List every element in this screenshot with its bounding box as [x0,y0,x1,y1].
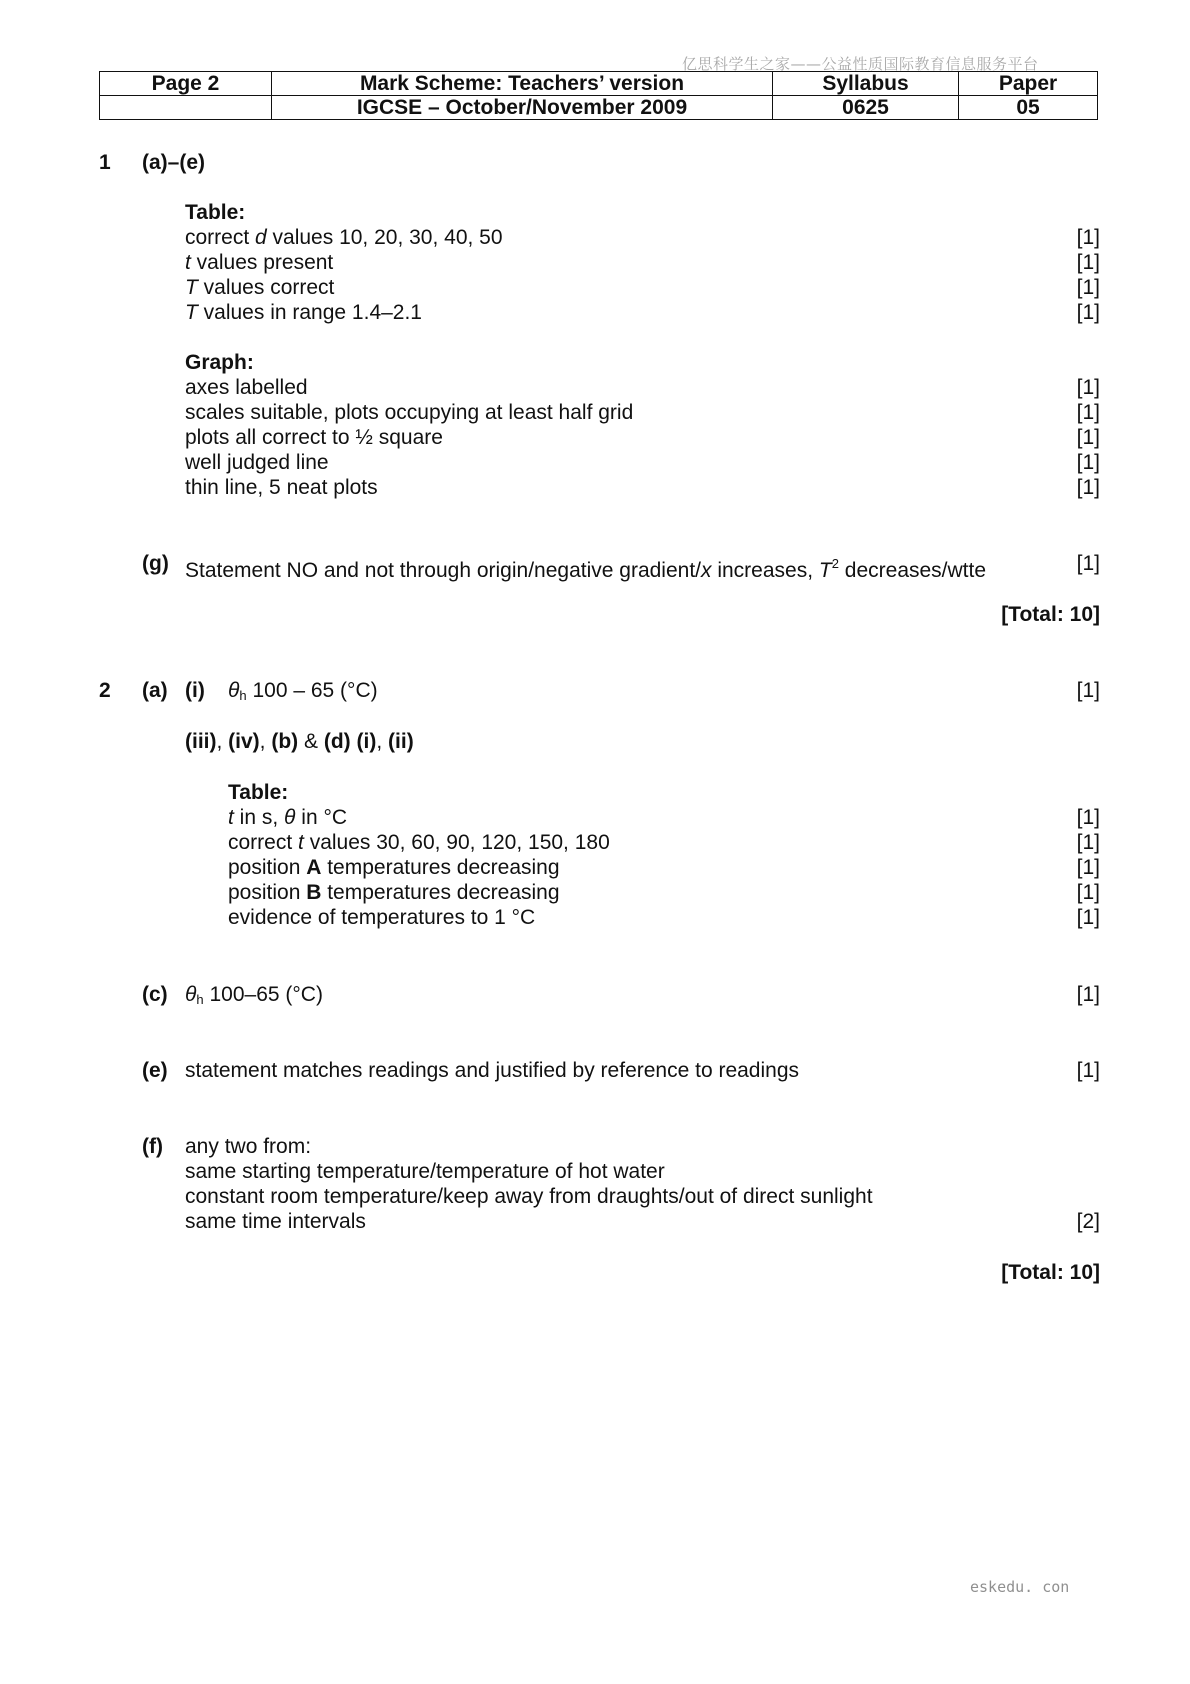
header-title: Mark Scheme: Teachers’ version [272,72,773,96]
mark: [1] [1076,1059,1100,1082]
q1-graph-item: scales suitable, plots occupying at least half grid [185,401,634,424]
q2-e-text: statement matches readings and justified by reference to readings [185,1059,800,1082]
mark: [1] [1076,983,1100,1006]
header-syllabus-label: Syllabus [773,72,959,96]
watermark-bottom: eskedu. con [970,1578,1070,1596]
mark: [1] [1076,552,1100,575]
mark: [1] [1076,679,1100,702]
q1-number: 1 [99,151,111,174]
q2-parts-line: (iii), (iv), (b) & (d) (i), (ii) [185,730,414,753]
q2-a-label: (a) [142,679,168,702]
q2-e-label: (e) [142,1059,168,1082]
q2-f-line: same starting temperature/temperature of hot water [185,1160,665,1183]
mark: [1] [1076,476,1100,499]
mark: [1] [1076,451,1100,474]
mark: [1] [1076,856,1100,879]
header-page: Page 2 [100,72,272,96]
q2-table-item: position B temperatures decreasing [228,881,560,904]
header-table [99,71,1098,120]
q1-part-label: (a)–(e) [142,151,206,174]
q2-f-line: any two from: [185,1135,312,1158]
q1-table-item: T values correct [185,276,335,299]
q2-f-line: same time intervals [185,1210,366,1233]
q2-table-item: evidence of temperatures to 1 °C [228,906,536,929]
header-paper-number: 05 [959,96,1098,120]
q2-ai-text: $\theta_h$ 100 – 65 (°C) [228,679,378,703]
q2-c-text: $\theta_h$ 100–65 (°C) [185,983,323,1007]
mark: [1] [1076,806,1100,829]
q2-f-label: (f) [142,1135,163,1158]
header-paper-label: Paper [959,72,1098,96]
q2-total: [Total: 10] [1001,1261,1100,1284]
mark: [1] [1076,301,1100,324]
q1-graph-item: axes labelled [185,376,308,399]
mark: [1] [1076,226,1100,249]
mark: [1] [1076,881,1100,904]
q2-table-item: t in s, θ in °C [228,806,348,829]
q2-table-item: correct t values 30, 60, 90, 120, 150, 180 [228,831,610,854]
header-exam: IGCSE – October/November 2009 [272,96,773,120]
watermark-top: 亿思科学生之家——公益性质国际教育信息服务平台 [682,55,1039,73]
q1-table-item: correct d values 10, 20, 30, 40, 50 [185,226,503,249]
q2-f-line: constant room temperature/keep away from draughts/out of direct sunlight [185,1185,873,1208]
mark: [2] [1076,1210,1100,1233]
q2-table-item: position A temperatures decreasing [228,856,560,879]
q1-g-statement: Statement NO and not through origin/negative gradient/x increases, $T^2$ decreases/wtte [185,556,987,582]
q1-total: [Total: 10] [1001,603,1100,626]
header-empty-cell [100,96,272,120]
q2-ai-label: (i) [185,679,205,702]
mark: [1] [1076,401,1100,424]
mark: [1] [1076,251,1100,274]
q2-table-heading: Table: [228,781,289,804]
mark: [1] [1076,831,1100,854]
q1-graph-item: well judged line [185,451,329,474]
q1-table-heading: Table: [185,201,246,224]
q1-graph-item: plots all correct to ½ square [185,426,443,449]
q1-graph-heading: Graph: [185,351,254,374]
q2-number: 2 [99,679,111,702]
header-syllabus-code: 0625 [773,96,959,120]
q1-g-label: (g) [142,552,169,575]
mark: [1] [1076,426,1100,449]
q2-c-label: (c) [142,983,168,1006]
q1-graph-item: thin line, 5 neat plots [185,476,378,499]
q1-table-item: T values in range 1.4–2.1 [185,301,422,324]
mark: [1] [1076,376,1100,399]
mark: [1] [1076,906,1100,929]
q1-table-item: t values present [185,251,334,274]
mark: [1] [1076,276,1100,299]
